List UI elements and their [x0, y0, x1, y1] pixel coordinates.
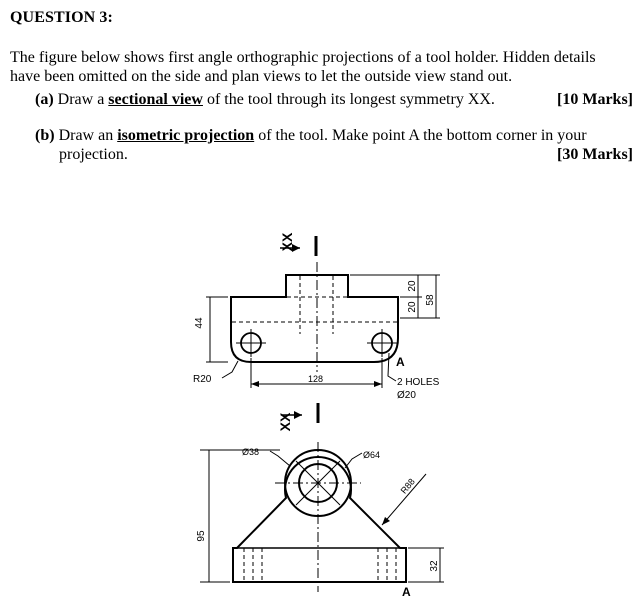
part-b-label: (b)	[35, 127, 55, 144]
part-a-emphasis: sectional view	[108, 91, 203, 108]
part-a-label: (a)	[35, 91, 54, 108]
dim-44: 44	[194, 317, 205, 329]
dim-20-upper: 20	[407, 280, 418, 292]
part-b-line2: projection.	[59, 146, 128, 163]
dim-128: 128	[308, 374, 324, 384]
dim-32: 32	[429, 560, 440, 572]
question-heading: QUESTION 3:	[10, 9, 113, 26]
part-a-post: of the tool through its longest symmetry XX.	[206, 91, 495, 108]
intro-line-2: have been omitted on the side and plan views to let the outside view stand out.	[10, 68, 513, 85]
dim-95: 95	[196, 530, 207, 542]
part-a-marks: [10 Marks]	[557, 91, 633, 108]
point-a-bottom: A	[402, 585, 411, 599]
part-b-pre: Draw an	[58, 127, 114, 144]
xx-label-bottom: XX	[277, 412, 293, 432]
holes-note-1: 2 HOLES	[397, 377, 440, 388]
front-view	[231, 262, 398, 372]
part-a-pre: Draw a	[57, 91, 105, 108]
front-view-dimensions	[206, 275, 440, 388]
dim-dia38: Ø38	[242, 447, 260, 457]
intro-line-1: The figure below shows first angle orthographic projections of a tool holder. Hidden details	[10, 49, 596, 66]
part-b-marks: [30 Marks]	[557, 146, 633, 163]
dim-dia64: Ø64	[363, 450, 381, 460]
xx-label-top: XX	[279, 232, 295, 252]
dim-r20: R20	[193, 374, 212, 385]
plan-view	[233, 442, 406, 592]
part-b-post: of the tool. Make point A the bottom corner in your	[258, 127, 587, 144]
holes-note-2: Ø20	[397, 390, 416, 401]
point-a-top: A	[396, 355, 405, 369]
dim-20-lower: 20	[407, 301, 418, 313]
dim-58: 58	[425, 294, 436, 306]
part-b-emphasis: isometric projection	[117, 127, 255, 144]
dim-r88: R88	[398, 476, 417, 496]
